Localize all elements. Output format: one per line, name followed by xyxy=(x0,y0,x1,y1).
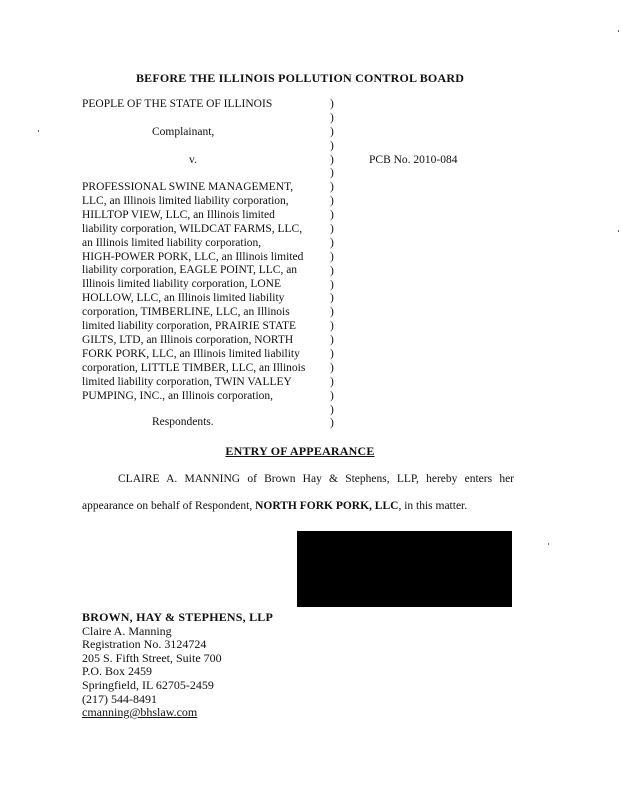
paren-mark: ) xyxy=(330,223,334,236)
respondent-line: HILLTOP VIEW, LLC, an Illinois limited xyxy=(82,208,275,221)
scan-speck xyxy=(548,543,549,545)
paren-mark: ) xyxy=(330,236,334,249)
body-text: appearance on behalf of Respondent, xyxy=(82,500,256,512)
signature-line: Springfield, IL 62705-2459 xyxy=(82,677,214,692)
respondent-line: an Illinois limited liability corporation, xyxy=(82,236,262,249)
respondent-line: GILTS, LTD, an Illinois corporation, NORTH xyxy=(82,333,294,346)
respondent-line: liability corporation, WILDCAT FARMS, LLC, xyxy=(82,222,303,235)
paren-mark: ) xyxy=(330,167,334,180)
paren-mark: ) xyxy=(330,417,334,430)
respondent-line: FORK PORK, LLC, an Illinois limited liability xyxy=(82,347,300,360)
redacted-signature-block xyxy=(297,531,512,607)
respondent-line: liability corporation, EAGLE POINT, LLC, an xyxy=(82,264,298,277)
respondent-line: HIGH-POWER PORK, LLC, an Illinois limited xyxy=(82,250,304,263)
respondent-line: HOLLOW, LLC, an Illinois limited liability xyxy=(82,292,285,305)
scan-speck xyxy=(618,230,619,232)
paren-mark: ) xyxy=(330,306,334,319)
paren-mark: ) xyxy=(330,348,334,361)
paren-mark: ) xyxy=(330,139,334,152)
complainant-label: Complainant, xyxy=(152,126,215,138)
paren-mark: ) xyxy=(330,209,334,222)
signature-line: (217) 544-8491 xyxy=(82,691,157,706)
body-paragraph-2 xyxy=(82,500,522,512)
paren-mark: ) xyxy=(330,195,334,208)
paren-mark: ) xyxy=(330,98,334,110)
paren-mark: ) xyxy=(330,334,334,347)
respondents-label: Respondents. xyxy=(152,416,214,428)
scan-speck xyxy=(38,130,39,132)
document-title: BEFORE THE ILLINOIS POLLUTION CONTROL BOARD xyxy=(135,71,465,85)
respondent-name: NORTH FORK PORK, LLC xyxy=(255,500,399,512)
respondents-list xyxy=(82,181,332,404)
respondent-line: PUMPING, INC., an Illinois corporation, xyxy=(82,389,274,402)
body-paragraph-1: CLAIRE A. MANNING of Brown Hay & Stephens, LLP, hereby enters her xyxy=(118,473,514,485)
firm-name: BROWN, HAY & STEPHENS, LLP xyxy=(82,610,274,624)
case-number: PCB No. 2010-084 xyxy=(369,154,458,166)
paren-mark: ) xyxy=(330,320,334,333)
paren-mark: ) xyxy=(330,389,334,402)
body-text: , in this matter. xyxy=(398,500,468,512)
paren-mark: ) xyxy=(330,264,334,277)
paren-mark: ) xyxy=(330,111,334,124)
paren-mark: ) xyxy=(330,153,334,166)
section-heading: ENTRY OF APPEARANCE xyxy=(225,444,375,458)
email-link[interactable]: cmanning@bhslaw.com xyxy=(82,705,198,720)
signature-block xyxy=(82,611,382,720)
versus-label: v. xyxy=(189,154,197,166)
paren-mark: ) xyxy=(330,250,334,263)
respondent-line: limited liability corporation, PRAIRIE STATE xyxy=(82,320,297,333)
paren-mark: ) xyxy=(330,403,334,416)
paren-mark: ) xyxy=(330,125,334,138)
respondent-line: limited liability corporation, TWIN VALLEY xyxy=(82,375,292,388)
paren-mark: ) xyxy=(330,375,334,388)
paren-mark: ) xyxy=(330,361,334,374)
respondent-line: Illinois limited liability corporation, LONE xyxy=(82,278,281,291)
signature-line: Claire A. Manning xyxy=(82,623,172,638)
respondent-line: corporation, TIMBERLINE, LLC, an Illinois xyxy=(82,306,290,319)
paren-mark: ) xyxy=(330,181,334,194)
paren-mark: ) xyxy=(330,292,334,305)
paren-mark: ) xyxy=(330,278,334,291)
signature-line: P.O. Box 2459 xyxy=(82,664,153,679)
respondent-line: corporation, LITTLE TIMBER, LLC, an Illinois xyxy=(82,361,306,374)
signature-line: Registration No. 3124724 xyxy=(82,637,207,652)
scan-speck xyxy=(618,30,619,32)
signature-line: 205 S. Fifth Street, Suite 700 xyxy=(82,650,222,665)
caption-paren-column xyxy=(330,98,340,431)
respondent-line: LLC, an Illinois limited liability corporation, xyxy=(82,194,289,207)
plaintiff-name: PEOPLE OF THE STATE OF ILLINOIS xyxy=(82,98,273,110)
respondent-line: PROFESSIONAL SWINE MANAGEMENT, xyxy=(82,181,294,193)
